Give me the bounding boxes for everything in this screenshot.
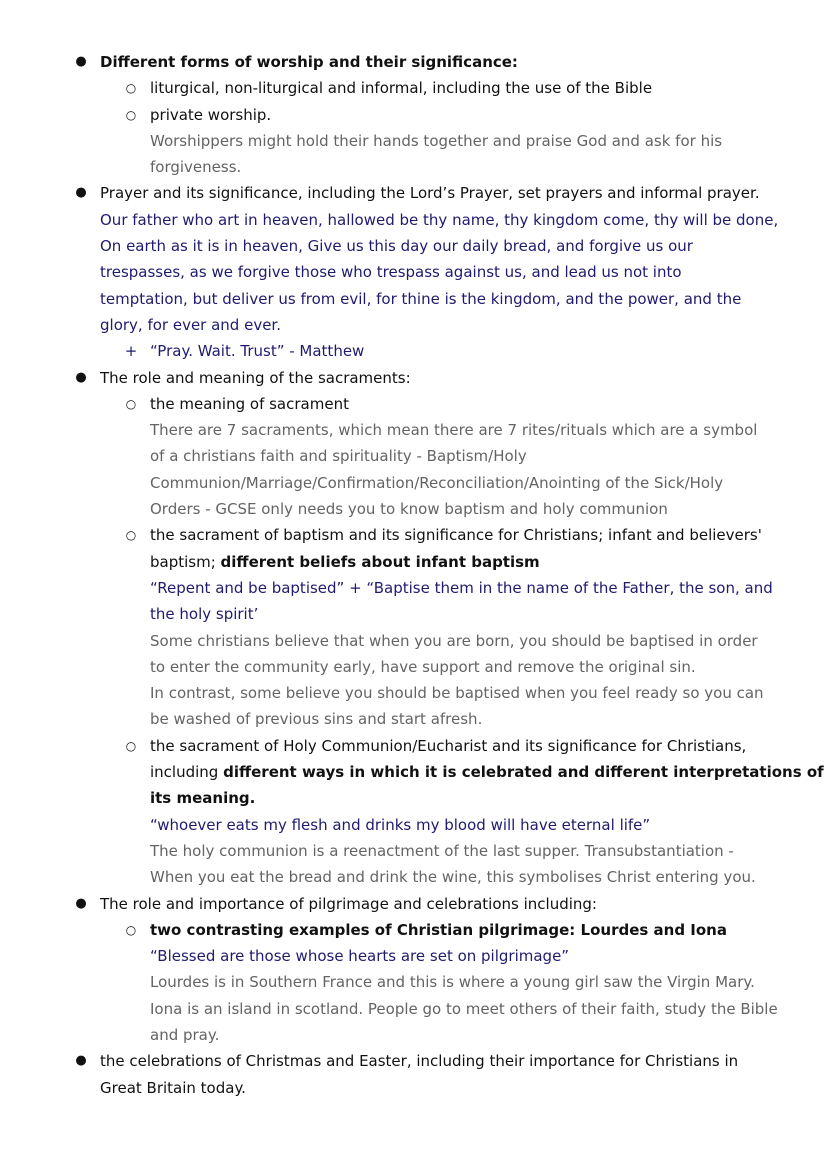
list-item	[0, 102, 828, 128]
note-line: Some christians believe that when you are born, you should be baptised in order	[150, 631, 758, 650]
text-line: Great Britain today.	[100, 1078, 246, 1097]
list-item	[0, 391, 828, 417]
text-line: baptism;	[150, 552, 221, 571]
bullet-icon: ●	[75, 1053, 87, 1069]
list-item	[0, 180, 828, 206]
bullet-icon: ●	[75, 185, 87, 201]
list-item	[0, 365, 828, 391]
bold-text: two contrasting examples of Christian pilgrimage: Lourdes and Iona	[150, 920, 727, 939]
note-line: Worshippers might hold their hands together and praise God and ask for his	[150, 131, 723, 150]
text-line	[0, 549, 828, 575]
list-item	[0, 917, 828, 943]
text-line: The role and importance of pilgrimage and celebrations including:	[100, 894, 597, 913]
bullet-icon: ●	[75, 369, 87, 385]
text-line: The role and meaning of the sacraments:	[100, 368, 411, 387]
bold-text: different beliefs about infant baptism	[220, 552, 540, 571]
text-line: the meaning of sacrament	[150, 394, 349, 413]
text-line	[0, 759, 828, 785]
list-item	[0, 522, 828, 548]
note-line: There are 7 sacraments, which mean there are 7 rites/rituals which are a symbol	[150, 421, 758, 440]
text-line: private worship.	[150, 105, 272, 124]
note-line: The holy communion is a reenactment of the last supper. Transubstantiation -	[150, 841, 734, 860]
bullet-icon: ●	[75, 895, 87, 911]
quote-line: glory, for ever and ever.	[100, 315, 281, 334]
list-item	[0, 891, 828, 917]
list-item	[0, 338, 828, 364]
quote-line: “Pray. Wait. Trust” - Matthew	[150, 342, 365, 361]
quote-line: Our father who art in heaven, hallowed be thy name, thy kingdom come, thy will be done,	[100, 210, 779, 229]
note-line: Iona is an island in scotland. People go to meet others of their faith, study the Bible	[150, 999, 778, 1018]
text-line: Prayer and its significance, including the Lord’s Prayer, set prayers and informal prayer.	[100, 184, 760, 203]
quote-line: “whoever eats my flesh and drinks my blood will have eternal life”	[150, 815, 651, 834]
text-line: the sacrament of baptism and its significance for Christians; infant and believers'	[150, 526, 762, 545]
quote-line: “Blessed are those whose hearts are set on pilgrimage”	[150, 947, 570, 966]
note-line: Lourdes is in Southern France and this is where a young girl saw the Virgin Mary.	[150, 973, 755, 992]
note-line: In contrast, some believe you should be baptised when you feel ready so you can	[150, 684, 764, 703]
bold-text: different ways in which it is celebrated and different interpretations of	[223, 763, 824, 782]
quote-line: temptation, but deliver us from evil, for thine is the kingdom, and the power, and the	[100, 289, 742, 308]
quote-line: trespasses, as we forgive those who trespass against us, and lead us not into	[100, 263, 682, 282]
circle-bullet-icon: ○	[125, 107, 137, 122]
note-line: Orders - GCSE only needs you to know baptism and holy communion	[150, 500, 668, 519]
circle-bullet-icon: ○	[125, 738, 137, 753]
heading-worship: Different forms of worship and their significance:	[100, 53, 518, 71]
list-item	[0, 1048, 828, 1074]
note-line: and pray.	[150, 1025, 220, 1044]
circle-bullet-icon: ○	[125, 396, 137, 411]
text-line: the sacrament of Holy Communion/Eucharist and its significance for Christians,	[150, 736, 747, 755]
bullet-icon: ●	[75, 54, 87, 69]
circle-bullet-icon: ○	[125, 922, 137, 937]
bold-text: its meaning.	[150, 789, 256, 808]
list-item	[0, 75, 828, 101]
circle-bullet-icon: ○	[125, 81, 137, 96]
quote-line: On earth as it is in heaven, Give us this day our daily bread, and forgive us our	[100, 237, 693, 256]
circle-bullet-icon: ○	[125, 528, 137, 543]
list-item	[0, 733, 828, 759]
note-line: be washed of previous sins and start afresh.	[150, 710, 483, 729]
note-line: to enter the community early, have support and remove the original sin.	[150, 657, 696, 676]
list-item	[0, 49, 828, 75]
quote-line: “Repent and be baptised” + “Baptise them in the name of the Father, the son, and	[150, 578, 773, 597]
text-line: liturgical, non-liturgical and informal, including the use of the Bible	[150, 79, 653, 98]
text-line: the celebrations of Christmas and Easter, including their importance for Christians in	[100, 1052, 739, 1071]
note-line: Communion/Marriage/Confirmation/Reconciliation/Anointing of the Sick/Holy	[150, 473, 724, 492]
quote-line: the holy spirit’	[150, 605, 259, 624]
note-line: forgiveness.	[150, 158, 242, 177]
text-line: including	[150, 763, 224, 782]
note-line: When you eat the bread and drink the wine, this symbolises Christ entering you.	[150, 868, 756, 887]
plus-icon: +	[124, 342, 138, 361]
note-line: of a christians faith and spirituality - Baptism/Holy	[150, 447, 527, 466]
